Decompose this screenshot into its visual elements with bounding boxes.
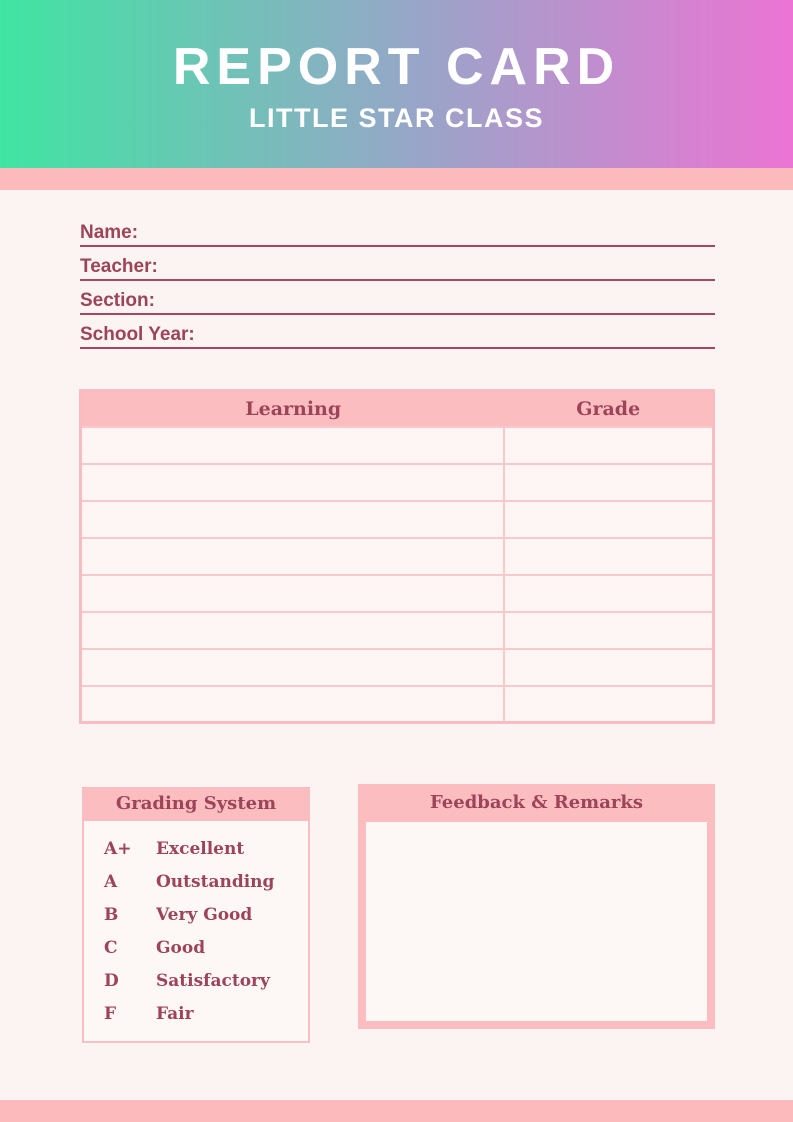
table-row (81, 501, 714, 538)
field-label: Section: (80, 290, 155, 311)
feedback-content-area[interactable] (366, 822, 707, 1021)
feedback-remarks-title: Feedback & Remarks (430, 792, 643, 813)
learning-grade-table (79, 389, 715, 724)
grade-cell[interactable] (504, 686, 713, 723)
table-row (81, 427, 714, 464)
grading-entry (104, 998, 300, 1031)
grading-entry (104, 932, 300, 965)
learning-cell[interactable] (81, 464, 505, 501)
column-header-grade: Grade (504, 391, 713, 427)
table-row (81, 686, 714, 723)
grade-description: Fair (156, 1004, 194, 1024)
grade-cell[interactable] (504, 501, 713, 538)
table-header (81, 391, 714, 427)
grade-description: Very Good (156, 905, 253, 925)
learning-cell[interactable] (81, 538, 505, 575)
bottom-section (82, 784, 715, 1043)
field-label: Name: (80, 222, 139, 243)
grade-letter: A+ (104, 839, 132, 859)
grade-letter: B (104, 905, 119, 925)
grade-letter: C (104, 938, 118, 958)
page-subtitle: LITTLE STAR CLASS (249, 103, 544, 134)
fill-in-field[interactable] (80, 222, 715, 247)
learning-cell[interactable] (81, 612, 505, 649)
grading-entry (104, 965, 300, 998)
grade-description: Outstanding (156, 872, 275, 892)
grade-cell[interactable] (504, 538, 713, 575)
learning-cell[interactable] (81, 649, 505, 686)
feedback-remarks-box (358, 784, 715, 1029)
grade-description: Satisfactory (156, 971, 270, 991)
learning-cell[interactable] (81, 501, 505, 538)
grading-system-title: Grading System (82, 787, 310, 821)
grade-description: Good (156, 938, 206, 958)
grade-cell[interactable] (504, 575, 713, 612)
column-header-learning: Learning (81, 391, 505, 427)
table-row (81, 538, 714, 575)
grade-letter: F (104, 1004, 117, 1024)
grade-cell[interactable] (504, 612, 713, 649)
table-body (81, 427, 714, 723)
grading-system-list (82, 821, 310, 1043)
grading-entry (104, 833, 300, 866)
grading-system-box (82, 787, 310, 1043)
student-info-fields (80, 222, 715, 349)
grade-letter: A (104, 872, 118, 892)
grade-cell[interactable] (504, 649, 713, 686)
grade-cell[interactable] (504, 464, 713, 501)
grade-letter: D (104, 971, 119, 991)
grading-entry (104, 899, 300, 932)
field-label: Teacher: (80, 256, 158, 277)
grade-description: Excellent (156, 839, 245, 859)
grade-cell[interactable] (504, 427, 713, 464)
top-accent-strip (0, 168, 793, 190)
table-row (81, 612, 714, 649)
table-row (81, 464, 714, 501)
table-row (81, 575, 714, 612)
page-title: REPORT CARD (172, 37, 621, 96)
learning-cell[interactable] (81, 686, 505, 723)
fill-in-field[interactable] (80, 256, 715, 281)
bottom-accent-strip (0, 1100, 793, 1122)
learning-cell[interactable] (81, 575, 505, 612)
table-row (81, 649, 714, 686)
field-label: School Year: (80, 324, 195, 345)
fill-in-field[interactable] (80, 324, 715, 349)
page-header (0, 0, 793, 168)
fill-in-field[interactable] (80, 290, 715, 315)
learning-cell[interactable] (81, 427, 505, 464)
grading-entry (104, 866, 300, 899)
